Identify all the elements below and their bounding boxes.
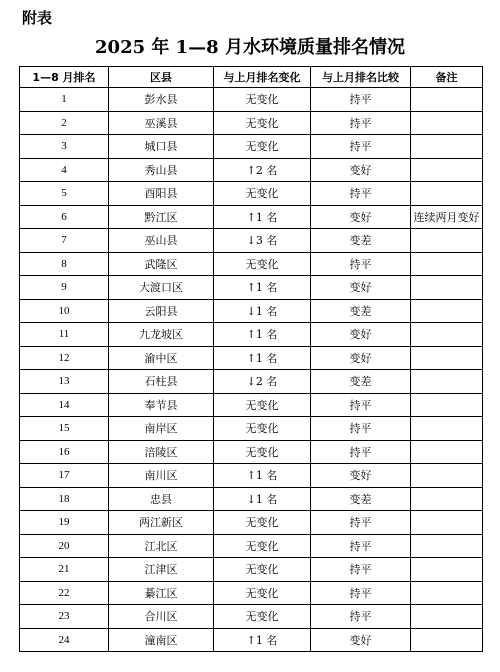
- page-title: 2025 年 1—8 月水环境质量排名情况: [95, 37, 405, 58]
- cell-note: [411, 111, 483, 135]
- cell-rank-compare: 持平: [311, 534, 411, 558]
- cell-rank-change: ↓1 名: [214, 299, 311, 323]
- cell-rank: 16: [20, 440, 109, 464]
- cell-rank-compare: 变好: [311, 323, 411, 347]
- cell-rank-change: 无变化: [214, 534, 311, 558]
- table-row: [20, 464, 483, 488]
- header-note: 备注: [411, 67, 483, 88]
- table-row: [20, 88, 483, 112]
- table-row: [20, 276, 483, 300]
- table-row: [20, 605, 483, 629]
- table-row: [20, 135, 483, 159]
- cell-rank: 10: [20, 299, 109, 323]
- cell-rank: 13: [20, 370, 109, 394]
- cell-note: [411, 534, 483, 558]
- cell-rank-change: 无变化: [214, 135, 311, 159]
- cell-rank: 7: [20, 229, 109, 253]
- cell-note: [411, 88, 483, 112]
- cell-rank-change: 无变化: [214, 605, 311, 629]
- cell-district: 涪陵区: [109, 440, 214, 464]
- cell-rank: 23: [20, 605, 109, 629]
- cell-district: 大渡口区: [109, 276, 214, 300]
- cell-district: 酉阳县: [109, 182, 214, 206]
- cell-district: 渝中区: [109, 346, 214, 370]
- cell-district: 云阳县: [109, 299, 214, 323]
- cell-rank-compare: 持平: [311, 393, 411, 417]
- cell-note: [411, 628, 483, 652]
- cell-district: 南岸区: [109, 417, 214, 441]
- table-row: [20, 323, 483, 347]
- header-district: 区县: [109, 67, 214, 88]
- cell-note: [411, 487, 483, 511]
- cell-rank: 12: [20, 346, 109, 370]
- cell-rank-compare: 持平: [311, 605, 411, 629]
- cell-rank-change: 无变化: [214, 252, 311, 276]
- cell-rank-compare: 变差: [311, 229, 411, 253]
- cell-note: [411, 605, 483, 629]
- cell-rank-compare: 持平: [311, 581, 411, 605]
- cell-district: 巫山县: [109, 229, 214, 253]
- cell-district: 奉节县: [109, 393, 214, 417]
- cell-rank: 11: [20, 323, 109, 347]
- cell-rank-change: ↓1 名: [214, 487, 311, 511]
- cell-district: 潼南区: [109, 628, 214, 652]
- table-row: [20, 487, 483, 511]
- table-row: [20, 229, 483, 253]
- cell-note: [411, 229, 483, 253]
- cell-note: [411, 511, 483, 535]
- cell-district: 石柱县: [109, 370, 214, 394]
- table-row: [20, 628, 483, 652]
- table-row: [20, 158, 483, 182]
- cell-rank-change: ↓3 名: [214, 229, 311, 253]
- cell-rank: 5: [20, 182, 109, 206]
- cell-rank-compare: 持平: [311, 252, 411, 276]
- table-row: [20, 440, 483, 464]
- cell-rank-compare: 变好: [311, 464, 411, 488]
- cell-note: [411, 135, 483, 159]
- table-row: [20, 346, 483, 370]
- cell-rank-change: 无变化: [214, 393, 311, 417]
- cell-note: [411, 158, 483, 182]
- cell-rank-compare: 变差: [311, 370, 411, 394]
- cell-rank-change: 无变化: [214, 440, 311, 464]
- cell-district: 城口县: [109, 135, 214, 159]
- table-row: [20, 558, 483, 582]
- cell-rank: 19: [20, 511, 109, 535]
- cell-note: [411, 323, 483, 347]
- cell-district: 九龙坡区: [109, 323, 214, 347]
- cell-rank: 2: [20, 111, 109, 135]
- cell-district: 合川区: [109, 605, 214, 629]
- cell-rank-change: ↑1 名: [214, 323, 311, 347]
- cell-rank-compare: 持平: [311, 417, 411, 441]
- header-rank-compare: 与上月排名比较: [311, 67, 411, 88]
- cell-note: [411, 417, 483, 441]
- cell-rank: 6: [20, 205, 109, 229]
- cell-district: 綦江区: [109, 581, 214, 605]
- cell-rank-change: ↑2 名: [214, 158, 311, 182]
- cell-note: [411, 464, 483, 488]
- cell-note: [411, 346, 483, 370]
- cell-rank: 17: [20, 464, 109, 488]
- table-row: [20, 393, 483, 417]
- cell-rank: 4: [20, 158, 109, 182]
- cell-rank: 18: [20, 487, 109, 511]
- cell-rank: 15: [20, 417, 109, 441]
- cell-rank-change: ↑1 名: [214, 276, 311, 300]
- cell-rank-change: 无变化: [214, 581, 311, 605]
- cell-rank-compare: 变好: [311, 158, 411, 182]
- cell-note: 连续两月变好: [411, 205, 483, 229]
- cell-district: 江津区: [109, 558, 214, 582]
- cell-rank-change: 无变化: [214, 111, 311, 135]
- table-row: [20, 182, 483, 206]
- header-rank-change: 与上月排名变化: [214, 67, 311, 88]
- cell-rank: 24: [20, 628, 109, 652]
- cell-rank-compare: 持平: [311, 88, 411, 112]
- cell-note: [411, 581, 483, 605]
- cell-note: [411, 276, 483, 300]
- table-body: [20, 88, 483, 652]
- cell-rank-compare: 变好: [311, 276, 411, 300]
- table-row: [20, 417, 483, 441]
- cell-rank: 20: [20, 534, 109, 558]
- cell-rank-change: ↑1 名: [214, 464, 311, 488]
- cell-district: 忠县: [109, 487, 214, 511]
- table-row: [20, 111, 483, 135]
- cell-district: 两江新区: [109, 511, 214, 535]
- cell-district: 南川区: [109, 464, 214, 488]
- table-row: [20, 511, 483, 535]
- appendix-label: 附表: [22, 9, 53, 27]
- cell-rank-change: ↑1 名: [214, 205, 311, 229]
- header-rank: 1—8 月排名: [20, 67, 109, 88]
- cell-rank-change: 无变化: [214, 88, 311, 112]
- cell-rank-compare: 持平: [311, 440, 411, 464]
- cell-district: 秀山县: [109, 158, 214, 182]
- cell-note: [411, 440, 483, 464]
- cell-rank-compare: 持平: [311, 111, 411, 135]
- cell-rank: 22: [20, 581, 109, 605]
- cell-rank-compare: 变差: [311, 487, 411, 511]
- cell-rank-change: 无变化: [214, 182, 311, 206]
- cell-rank-change: ↑1 名: [214, 628, 311, 652]
- table-row: [20, 299, 483, 323]
- cell-rank-compare: 变好: [311, 628, 411, 652]
- cell-rank: 9: [20, 276, 109, 300]
- cell-rank-compare: 变差: [311, 299, 411, 323]
- table-row: [20, 581, 483, 605]
- cell-rank-change: 无变化: [214, 417, 311, 441]
- cell-district: 彭水县: [109, 88, 214, 112]
- cell-district: 江北区: [109, 534, 214, 558]
- cell-district: 武隆区: [109, 252, 214, 276]
- cell-note: [411, 393, 483, 417]
- cell-rank: 8: [20, 252, 109, 276]
- cell-rank-change: 无变化: [214, 511, 311, 535]
- cell-rank-compare: 持平: [311, 511, 411, 535]
- cell-rank-compare: 持平: [311, 558, 411, 582]
- cell-rank: 14: [20, 393, 109, 417]
- cell-rank-compare: 持平: [311, 182, 411, 206]
- cell-district: 黔江区: [109, 205, 214, 229]
- cell-rank-compare: 变好: [311, 205, 411, 229]
- cell-district: 巫溪县: [109, 111, 214, 135]
- cell-note: [411, 252, 483, 276]
- cell-rank: 3: [20, 135, 109, 159]
- cell-rank-compare: 持平: [311, 135, 411, 159]
- table-row: [20, 252, 483, 276]
- cell-note: [411, 182, 483, 206]
- cell-note: [411, 299, 483, 323]
- cell-rank: 1: [20, 88, 109, 112]
- table-header-row: [20, 67, 483, 88]
- cell-note: [411, 370, 483, 394]
- table-row: [20, 205, 483, 229]
- cell-rank-compare: 变好: [311, 346, 411, 370]
- table-row: [20, 370, 483, 394]
- cell-rank-change: ↓2 名: [214, 370, 311, 394]
- cell-rank: 21: [20, 558, 109, 582]
- cell-rank-change: 无变化: [214, 558, 311, 582]
- ranking-table: [19, 66, 483, 652]
- cell-note: [411, 558, 483, 582]
- table-row: [20, 534, 483, 558]
- cell-rank-change: ↑1 名: [214, 346, 311, 370]
